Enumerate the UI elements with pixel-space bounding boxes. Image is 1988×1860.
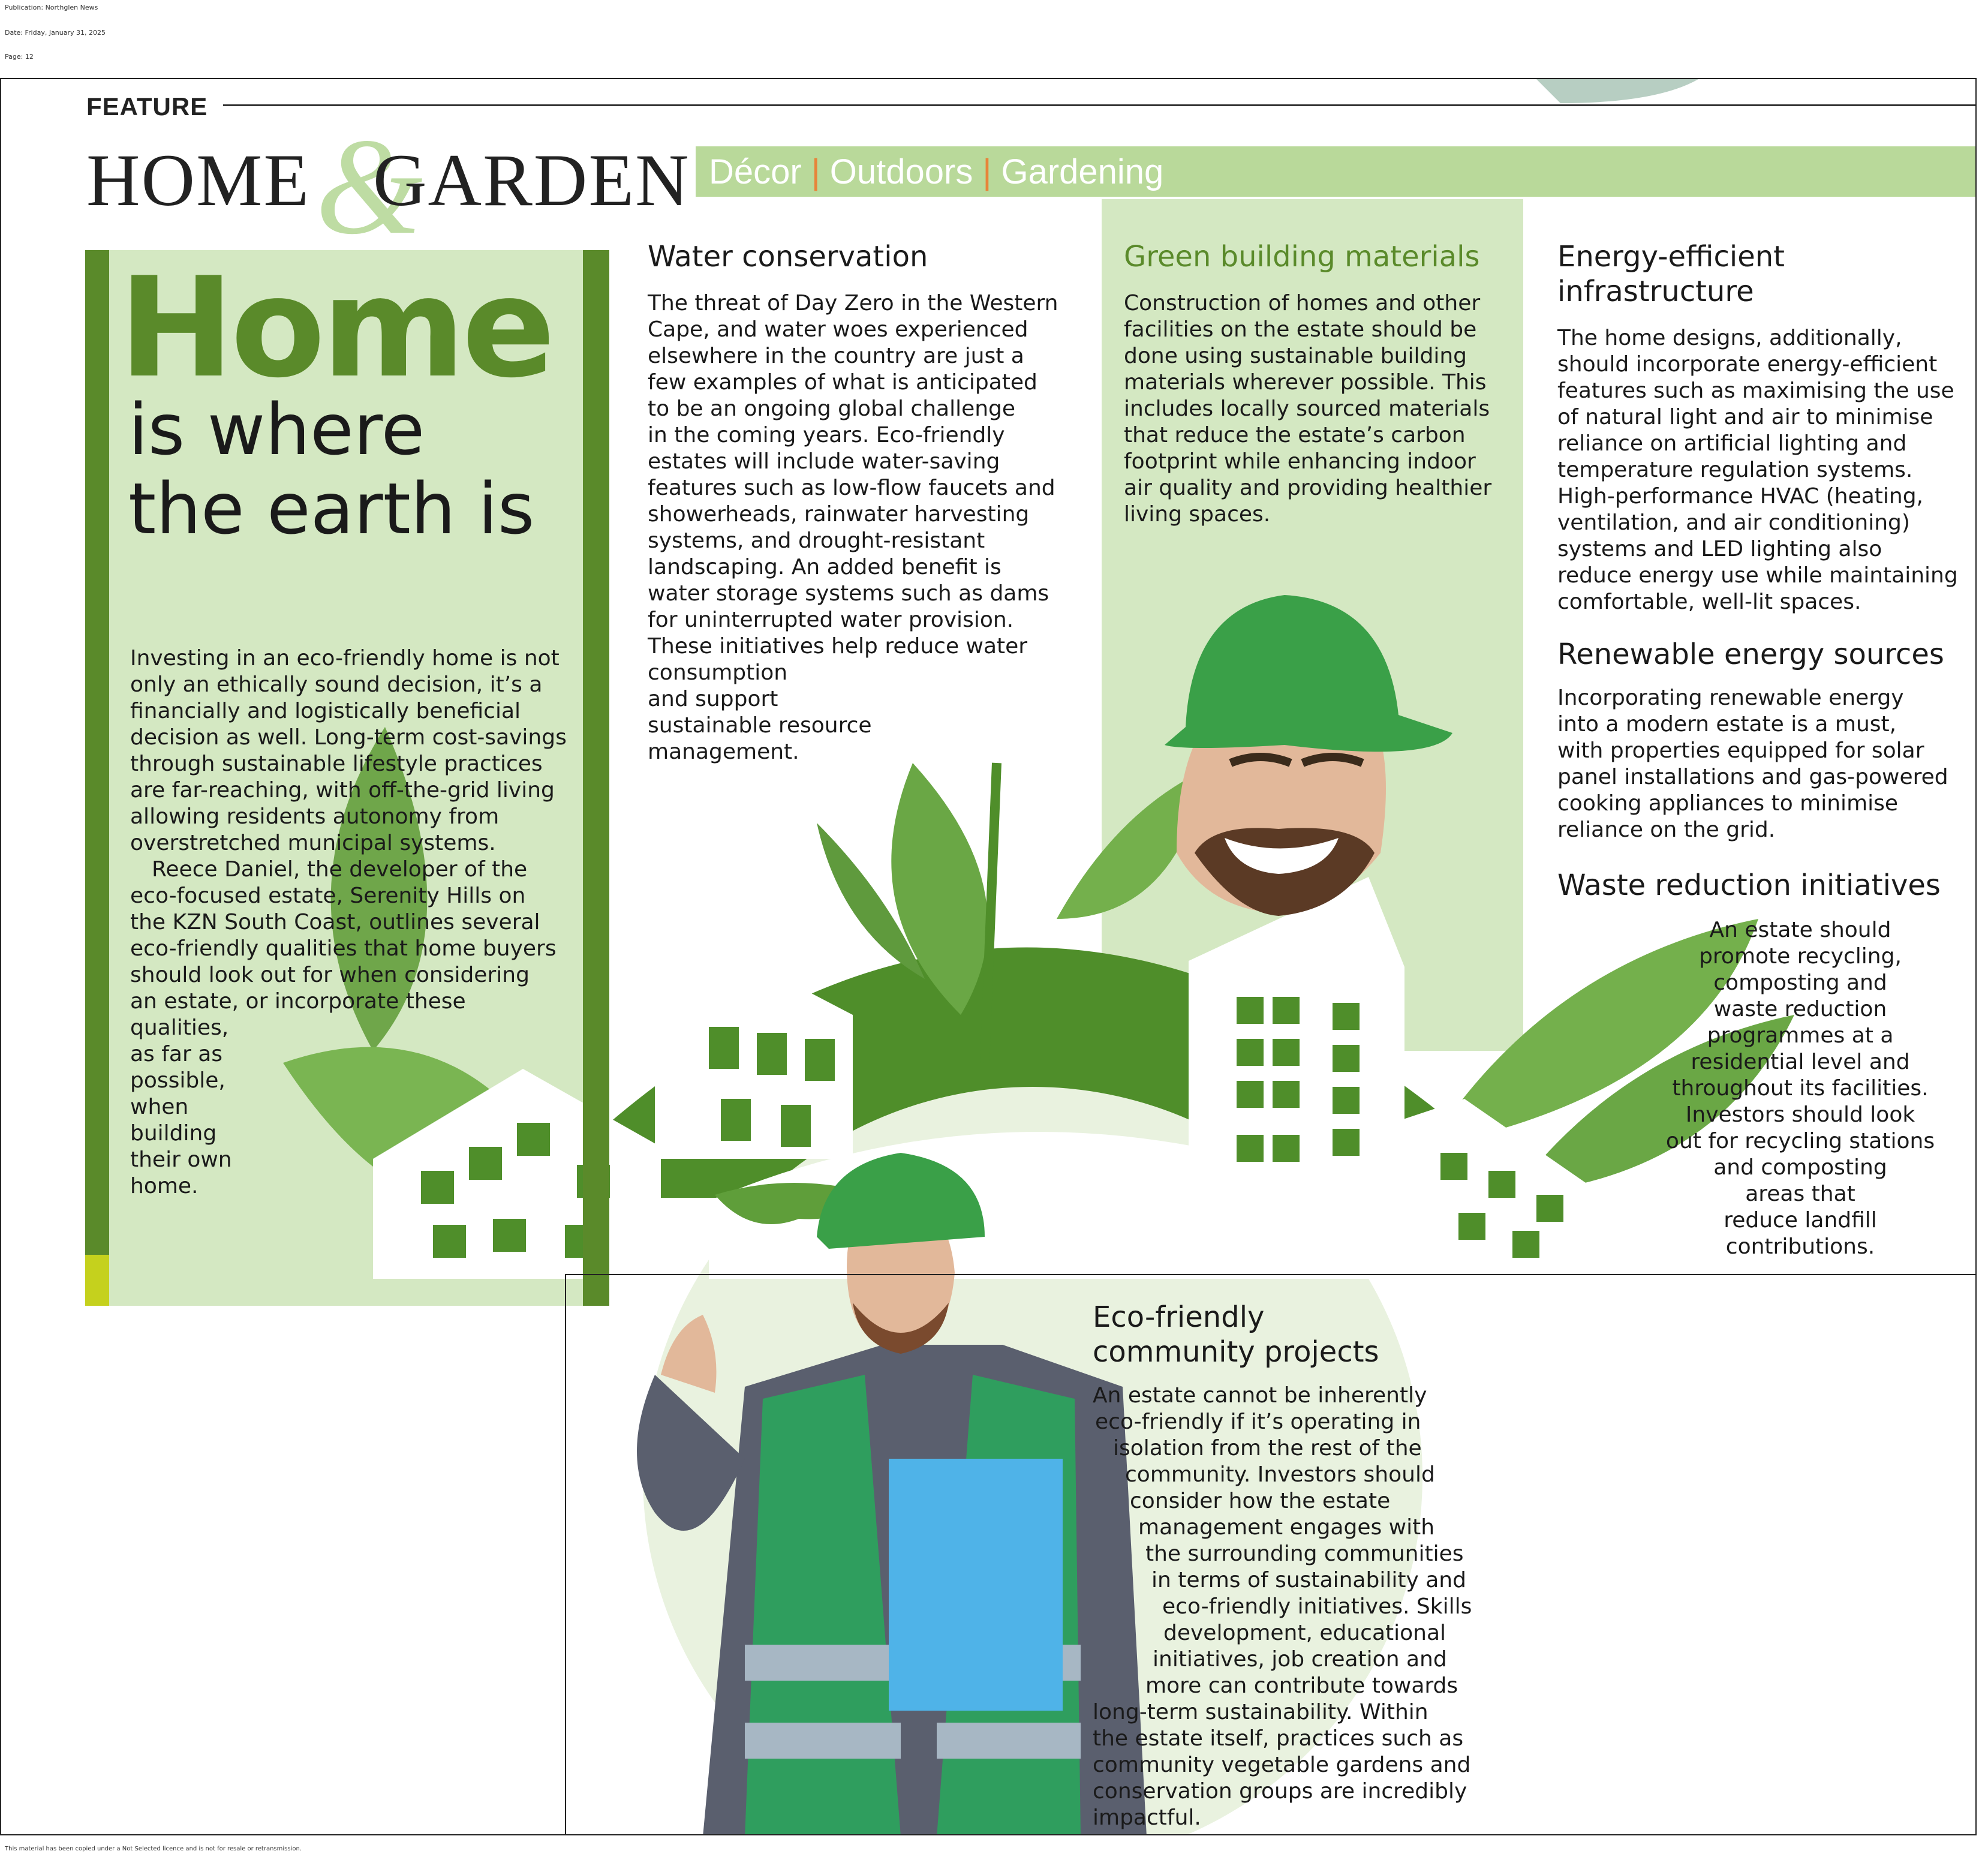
headline-sub-line: the earth is bbox=[128, 467, 535, 550]
text-line: materials wherever possible. This bbox=[1124, 370, 1487, 395]
text-line: landscaping. An added benefit is bbox=[648, 555, 1001, 579]
text-line: elsewhere in the country are just a bbox=[648, 344, 1024, 368]
section-masthead bbox=[86, 110, 690, 263]
text-line: to be an ongoing global challenge bbox=[648, 396, 1016, 421]
text-line: composting and bbox=[1713, 970, 1887, 995]
intro-paragraph: Investing in an eco-friendly home is not only an ethically sound decision, it’s a financially and logistically beneficial decision as well. Long-term cost-savings through sustainable lifestyle practices are far-reaching, with off-the-grid living allowing residents autonomy from overstretched municipal systems. bbox=[130, 646, 567, 855]
headline-main: Home bbox=[119, 248, 552, 408]
text-line: systems and LED lighting also bbox=[1557, 537, 1882, 561]
headline-sub bbox=[128, 390, 534, 548]
text-line: long-term sustainability. Within bbox=[1093, 1700, 1428, 1724]
text-line: out for recycling stations bbox=[1665, 1129, 1935, 1153]
text-line: with properties equipped for solar bbox=[1557, 738, 1924, 763]
text-line: qualities, bbox=[130, 1015, 229, 1040]
text-line: Construction of homes and other bbox=[1124, 291, 1481, 315]
section-kicker: FEATURE bbox=[86, 92, 208, 121]
text-line: programmes at a bbox=[1707, 1023, 1894, 1048]
waste-text bbox=[1620, 917, 1977, 1260]
text-line: living spaces. bbox=[1124, 502, 1271, 527]
text-line: panel installations and gas-powered bbox=[1557, 765, 1948, 789]
text-line: throughout its facilities. bbox=[1672, 1076, 1929, 1101]
text-line: consumption bbox=[648, 660, 788, 685]
text-line: includes locally sourced materials bbox=[1124, 396, 1490, 421]
text-line: residential level and bbox=[1691, 1050, 1910, 1074]
text-line: estates will include water-saving bbox=[648, 449, 1000, 474]
intro-paragraph-2 bbox=[130, 857, 577, 1200]
partial-leaf-icon bbox=[1536, 79, 1698, 103]
text-line: management engages with bbox=[1138, 1515, 1435, 1540]
text-line: community. Investors should bbox=[1125, 1462, 1435, 1487]
text-line: development, educational bbox=[1163, 1621, 1446, 1645]
community-text bbox=[1093, 1383, 1494, 1831]
text-line: systems, and drought-resistant bbox=[648, 528, 985, 553]
text-line: impactful. bbox=[1093, 1805, 1201, 1830]
banner-item-outdoors: Outdoors bbox=[829, 152, 973, 191]
text-line: that reduce the estate’s carbon bbox=[1124, 423, 1466, 447]
heading-line: infrastructure bbox=[1557, 275, 1754, 308]
text-line: should incorporate energy-efficient bbox=[1557, 352, 1938, 377]
hard-hat-worker-upper-icon bbox=[1165, 595, 1452, 916]
text-line: the KZN South Coast, outlines several bbox=[130, 910, 540, 934]
energy-heading bbox=[1557, 239, 1965, 309]
text-line: into a modern estate is a must, bbox=[1557, 712, 1897, 737]
text-line: comfortable, well-lit spaces. bbox=[1557, 590, 1861, 614]
text-line: Cape, and water woes experienced bbox=[648, 317, 1028, 342]
text-line: home. bbox=[130, 1174, 199, 1198]
text-line: the estate itself, practices such as bbox=[1093, 1726, 1464, 1751]
text-line: High-performance HVAC (heating, bbox=[1557, 484, 1923, 509]
text-line: an estate, or incorporate these bbox=[130, 989, 466, 1014]
text-line: when bbox=[130, 1095, 189, 1119]
text-line: building bbox=[130, 1121, 217, 1146]
text-line: The home designs, additionally, bbox=[1557, 326, 1902, 350]
banner-item-gardening: Gardening bbox=[1001, 152, 1164, 191]
text-line: community vegetable gardens and bbox=[1093, 1753, 1471, 1777]
intro-text bbox=[130, 645, 577, 1200]
heading-line: Energy-efficient bbox=[1557, 240, 1785, 274]
text-line: showerheads, rainwater harvesting bbox=[648, 502, 1030, 527]
text-line: cooking appliances to minimise bbox=[1557, 791, 1899, 816]
text-line: An estate should bbox=[1709, 918, 1891, 942]
text-line: management. bbox=[648, 740, 799, 764]
publication-line: Publication: Northglen News bbox=[5, 4, 98, 11]
text-line: in the coming years. Eco-friendly bbox=[648, 423, 1005, 447]
text-line: done using sustainable building bbox=[1124, 344, 1467, 368]
heading-line: Eco-friendly bbox=[1093, 1300, 1265, 1334]
text-line: features such as low-flow faucets and bbox=[648, 476, 1055, 500]
text-line: sustainable resource bbox=[648, 713, 872, 738]
text-line: reduce energy use while maintaining bbox=[1557, 563, 1958, 588]
text-line: eco-friendly if it’s operating in bbox=[1095, 1410, 1421, 1434]
text-line: in terms of sustainability and bbox=[1151, 1568, 1466, 1592]
text-line: waste reduction bbox=[1713, 997, 1887, 1021]
category-banner bbox=[696, 146, 1977, 197]
banner-separator: | bbox=[982, 152, 992, 191]
page-line: Page: 12 bbox=[5, 53, 34, 61]
text-line: initiatives, job creation and bbox=[1153, 1647, 1447, 1672]
masthead-ampersand: & bbox=[315, 110, 423, 263]
section-divider bbox=[565, 1274, 566, 1835]
text-line: water storage systems such as dams bbox=[648, 581, 1049, 606]
text-line: and support bbox=[648, 687, 778, 711]
text-line: Investors should look bbox=[1685, 1102, 1915, 1127]
newspaper-page bbox=[0, 78, 1977, 1835]
text-line: more can contribute towards bbox=[1145, 1673, 1458, 1698]
text-line: possible, bbox=[130, 1068, 225, 1093]
green-materials-heading: Green building materials bbox=[1124, 240, 1480, 274]
energy-text bbox=[1557, 325, 1971, 615]
water-text bbox=[648, 290, 1085, 765]
text-line: eco-focused estate, Serenity Hills on bbox=[130, 884, 526, 908]
kicker-rule bbox=[223, 104, 1977, 106]
text-line: areas that bbox=[1745, 1182, 1855, 1206]
renewable-heading: Renewable energy sources bbox=[1557, 638, 1944, 671]
banner-item-decor: Décor bbox=[709, 152, 802, 191]
text-line: air quality and providing healthier bbox=[1124, 476, 1492, 500]
text-line: The threat of Day Zero in the Western bbox=[648, 291, 1058, 315]
heading-line: community projects bbox=[1093, 1335, 1379, 1369]
text-line: facilities on the estate should be bbox=[1124, 317, 1477, 342]
text-line: eco-friendly initiatives. Skills bbox=[1162, 1594, 1472, 1619]
lead-stripe-left bbox=[85, 250, 109, 1306]
copyright-footer: This material has been copied under a Not Selected licence and is not for resale or retransmission. bbox=[5, 1846, 302, 1852]
lead-stripe-right bbox=[583, 250, 609, 1306]
text-line: their own bbox=[130, 1147, 232, 1172]
text-line: Incorporating renewable energy bbox=[1557, 686, 1904, 710]
text-line: ventilation, and air conditioning) bbox=[1557, 510, 1910, 535]
text-line: footprint while enhancing indoor bbox=[1124, 449, 1476, 474]
section-divider bbox=[565, 1274, 1977, 1275]
text-line: of natural light and air to minimise bbox=[1557, 405, 1933, 429]
text-line: for uninterrupted water provision. bbox=[648, 608, 1014, 632]
text-line: should look out for when considering bbox=[130, 963, 530, 987]
text-line: An estate cannot be inherently bbox=[1093, 1383, 1427, 1408]
text-line: as far as bbox=[130, 1042, 223, 1066]
community-heading bbox=[1093, 1300, 1512, 1369]
text-line: isolation from the rest of the bbox=[1113, 1436, 1422, 1461]
masthead-garden: GARDEN bbox=[373, 139, 690, 221]
lead-stripe-foot bbox=[85, 1255, 109, 1306]
masthead-home: HOME bbox=[86, 139, 311, 221]
waste-heading: Waste reduction initiatives bbox=[1557, 869, 1941, 902]
text-line: features such as maximising the use bbox=[1557, 378, 1954, 403]
text-line: reliance on artificial lighting and bbox=[1557, 431, 1907, 456]
renewable-text bbox=[1557, 685, 1971, 843]
text-line: and composting bbox=[1713, 1155, 1887, 1180]
text-line: few examples of what is anticipated bbox=[648, 370, 1037, 395]
water-heading: Water conservation bbox=[648, 240, 928, 274]
banner-separator: | bbox=[811, 152, 820, 191]
text-line: These initiatives help reduce water bbox=[648, 634, 1028, 659]
text-line: reliance on the grid. bbox=[1557, 818, 1776, 842]
text-line: consider how the estate bbox=[1130, 1489, 1391, 1513]
text-line: Reece Daniel, the developer of the bbox=[152, 857, 528, 882]
text-line: eco-friendly qualities that home buyers bbox=[130, 936, 557, 961]
text-line: promote recycling, bbox=[1699, 944, 1902, 969]
text-line: conservation groups are incredibly bbox=[1093, 1779, 1467, 1804]
text-line: temperature regulation systems. bbox=[1557, 458, 1913, 482]
text-line: the surrounding communities bbox=[1145, 1542, 1464, 1566]
date-line: Date: Friday, January 31, 2025 bbox=[5, 29, 106, 37]
text-line: contributions. bbox=[1725, 1234, 1875, 1259]
text-line: reduce landfill bbox=[1724, 1208, 1877, 1233]
headline-sub-line: is where bbox=[128, 388, 425, 471]
green-materials-text bbox=[1124, 290, 1508, 528]
